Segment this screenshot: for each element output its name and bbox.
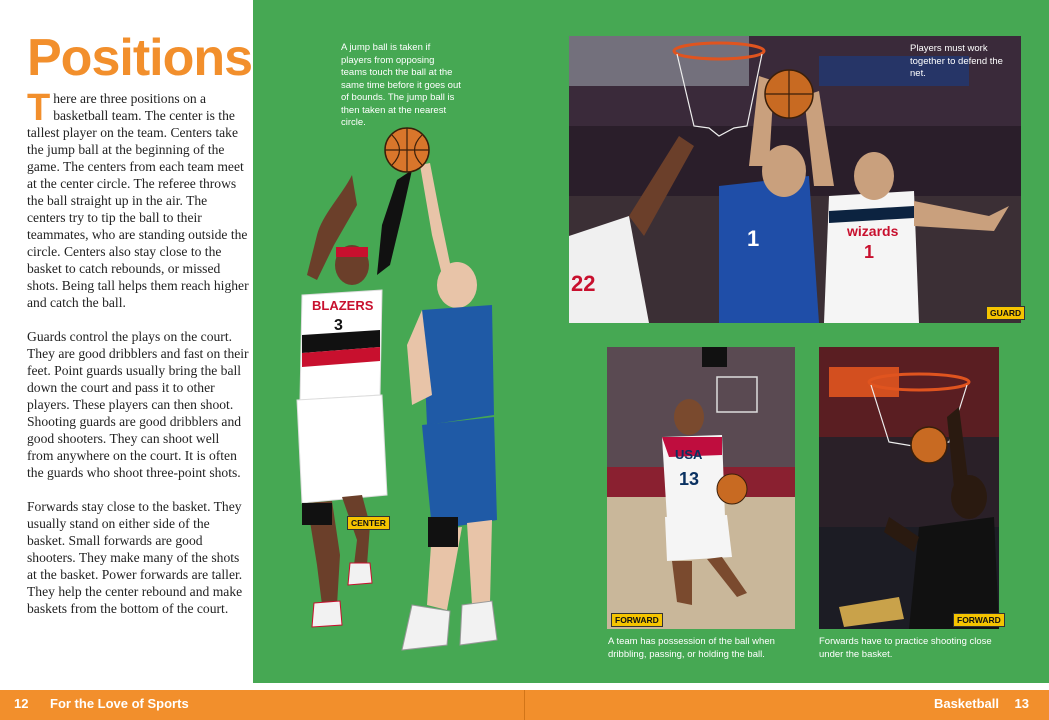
drop-cap: T	[27, 87, 51, 129]
tag-center: CENTER	[347, 516, 390, 530]
footer-bar	[0, 690, 1049, 720]
paragraph-forwards: Forwards stay close to the basket. They usually stand on either side of the basket. Small forwards are good shooters. They make many of the shots at the basket. Power forwards are taller. They help the center rebound and make baskets from the bottom of the court.	[27, 499, 243, 616]
blazers-player	[297, 170, 412, 627]
caption-jump-ball: A jump ball is taken if players from opposing teams touch the ball at the same time before it goes out of bounds. The jump ball is then taken at the nearest circle.	[341, 42, 461, 128]
paragraph-centers-text: here are three positions on a basketball team. The center is the tallest player on the team. Centers take the jump ball at the beginning of the game. The centers from each team meet at the center circle. The referee throws the ball straight up in the air. The centers try to tip the ball to their teammates, who are standing outside the circle. Centers also stay close to the basket to catch rebounds, or missed shots. Being tall helps them reach higher and catch the ball.	[27, 91, 249, 310]
usa-jersey-name: USA	[675, 447, 703, 462]
paragraph-centers	[27, 87, 249, 311]
caption-possession: A team has possession of the ball when dribbling, passing, or holding the ball.	[608, 636, 775, 660]
tag-guard: GUARD	[986, 306, 1025, 320]
jump-ball-basketball	[385, 128, 429, 172]
paragraph-guards: Guards control the plays on the court. They are good dribblers and fast on their feet. Point guards usually bring the ball down the court and pass it to other players. These players can then shoot. Shooting guards are good dribblers and good shooters. They can shoot well from anywhere on the court. It is often the guards who shoot three-point shots.	[27, 329, 249, 480]
left-page	[0, 0, 253, 690]
body-text	[27, 87, 249, 634]
left-page-number: 12	[14, 696, 29, 711]
usa-jersey-number: 13	[679, 469, 700, 489]
left-footer-title: For the Love of Sports	[50, 696, 189, 711]
forward-dribble-photo	[607, 347, 795, 629]
right-page-number: 13	[1014, 696, 1029, 711]
forward-dunk-photo	[819, 347, 999, 629]
blazers-jersey-number: 3	[334, 317, 343, 334]
wizards-jersey-name: wizards	[847, 223, 899, 239]
wizards-left-jersey-number: 22	[571, 271, 596, 296]
wizards-jersey-number: 1	[864, 242, 875, 262]
page-title: Positions	[27, 29, 253, 87]
right-footer-title: Basketball	[933, 696, 999, 711]
blazers-jersey-name: BLAZERS	[312, 298, 374, 313]
tag-forward-2: FORWARD	[953, 613, 1005, 627]
caption-defend: Players must work together to defend the net.	[910, 43, 1003, 79]
page-spine	[524, 690, 525, 720]
jump-ball-photo	[262, 125, 512, 680]
mavericks-player	[402, 163, 497, 650]
caption-shooting: Forwards have to practice shooting close under the basket.	[819, 636, 992, 660]
tag-forward-1: FORWARD	[611, 613, 663, 627]
clippers-jersey-number: 1	[747, 226, 760, 251]
